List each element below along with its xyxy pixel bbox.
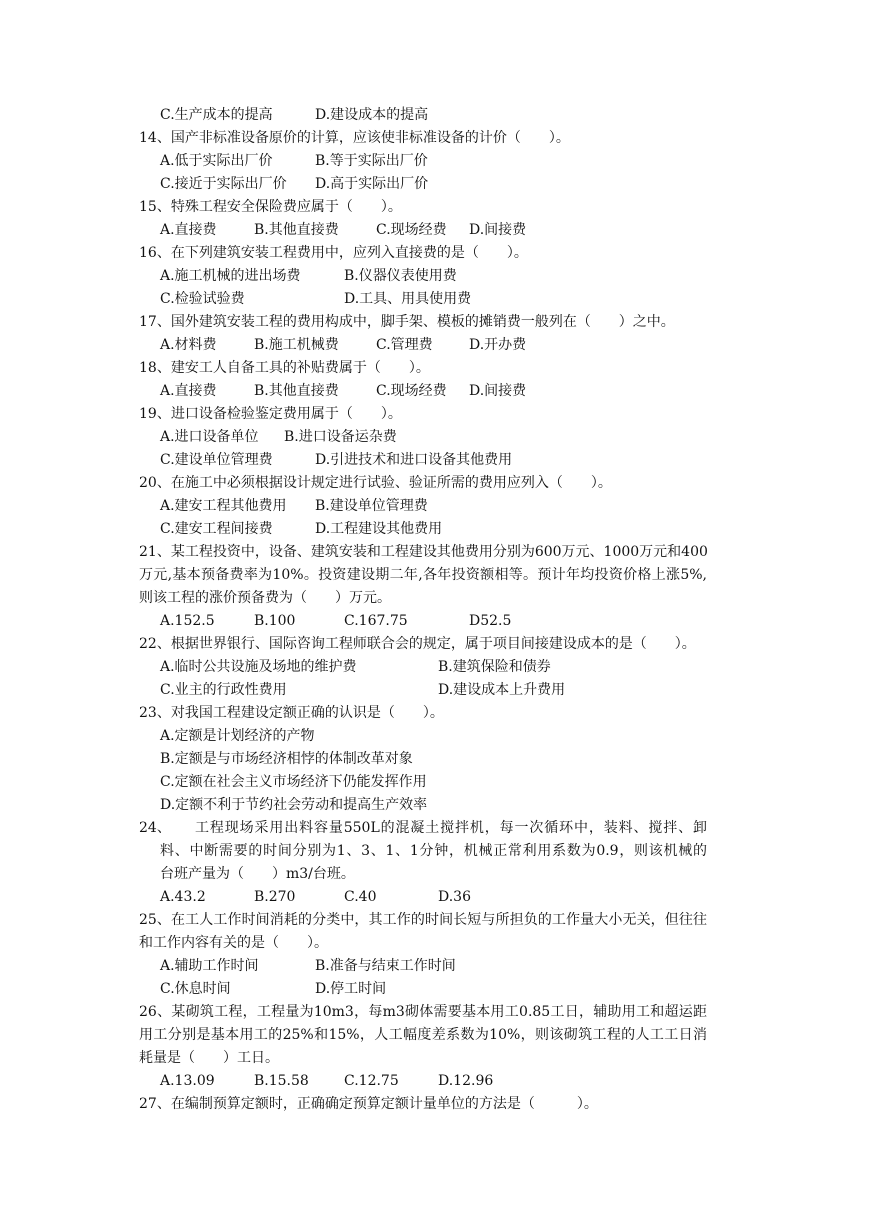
- answer-option: D.36: [438, 889, 471, 905]
- answer-option: B.建设单位管理费: [315, 498, 428, 514]
- answer-option: C.业主的行政性费用: [160, 682, 287, 698]
- answer-option: D.间接费: [469, 222, 527, 238]
- question-text: 14、国产非标准设备原价的计算，应该使非标准设备的计价（ ）。: [139, 130, 570, 146]
- answer-option: A.43.2: [160, 889, 206, 905]
- answer-option: B.建筑保险和债券: [438, 659, 551, 675]
- answer-option: C.定额在社会主义市场经济下仍能发挥作用: [160, 774, 427, 790]
- answer-option: A.建安工程其他费用: [160, 498, 287, 514]
- answer-option: B.15.58: [254, 1073, 309, 1089]
- answer-option: B.270: [254, 889, 296, 905]
- question-text: 22、根据世界银行、国际咨询工程师联合会的规定，属于项目间接建设成本的是（ ）。: [139, 636, 696, 652]
- answer-option: D.间接费: [469, 383, 527, 399]
- question-continuation: 料、中断需要的时间分别为1、3、1、1分钟，机械正常利用系数为0.9，则该机械的: [160, 843, 707, 859]
- question-text: 16、在下列建筑安装工程费用中，应列入直接费的是（ ）。: [139, 245, 528, 261]
- answer-option: A.临时公共设施及场地的维护费: [160, 659, 357, 675]
- answer-option: D.工程建设其他费用: [315, 521, 443, 537]
- answer-option: C.接近于实际出厂价: [160, 176, 287, 192]
- question-text: 27、在编制预算定额时，正确确定预算定额计量单位的方法是（ ）。: [139, 1096, 598, 1112]
- answer-option: A.施工机械的进出场费: [160, 268, 301, 284]
- answer-option: B.其他直接费: [254, 222, 339, 238]
- answer-option: B.施工机械费: [254, 337, 339, 353]
- answer-option: D.工具、用具使用费: [344, 291, 472, 307]
- answer-option: A.152.5: [160, 613, 215, 629]
- answer-option: B.准备与结束工作时间: [315, 958, 456, 974]
- answer-option: C.现场经费: [376, 383, 447, 399]
- answer-option: A.定额是计划经济的产物: [160, 728, 315, 744]
- question-continuation: 台班产量为（ ）m3/台班。: [160, 866, 355, 882]
- question-text: 25、在工人工作时间消耗的分类中，其工作的时间长短与所担负的工作量大小无关，但往往: [139, 912, 707, 928]
- answer-option: D.12.96: [438, 1073, 494, 1089]
- answer-option: A.辅助工作时间: [160, 958, 259, 974]
- answer-option: D52.5: [469, 613, 512, 629]
- answer-option: A.低于实际出厂价: [160, 153, 273, 169]
- answer-option: D.引进技术和进口设备其他费用: [315, 452, 513, 468]
- answer-option: C.40: [344, 889, 377, 905]
- answer-option: B.等于实际出厂价: [315, 153, 428, 169]
- answer-option: C.生产成本的提高: [160, 107, 273, 123]
- question-text: 15、特殊工程安全保险费应属于（ ）。: [139, 199, 402, 215]
- question-number: 24、: [139, 820, 171, 836]
- question-text: 用工分别是基本用工的25%和15%，人工幅度差系数为10%，则该砌筑工程的人工工日消: [139, 1027, 707, 1043]
- question-text: 23、对我国工程建设定额正确的认识是（ ）。: [139, 705, 444, 721]
- question-text: 万元,基本预备费率为10%。投资建设期二年,各年投资额相等。预计年均投资价格上涨5%,: [139, 567, 707, 583]
- answer-option: D.高于实际出厂价: [315, 176, 429, 192]
- answer-option: D.定额不利于节约社会劳动和提高生产效率: [160, 797, 428, 813]
- answer-option: B.其他直接费: [254, 383, 339, 399]
- answer-option: B.进口设备运杂费: [284, 429, 397, 445]
- answer-option: B.100: [254, 613, 296, 629]
- answer-option: D.停工时间: [315, 981, 387, 997]
- question-continuation: 则该工程的涨价预备费为（ ）万元。: [139, 590, 391, 606]
- answer-option: D.建设成本上升费用: [438, 682, 566, 698]
- answer-option: C.检验试验费: [160, 291, 245, 307]
- answer-option: C.建设单位管理费: [160, 452, 273, 468]
- answer-option: A.进口设备单位: [160, 429, 259, 445]
- question-text: 20、在施工中必须根据设计规定进行试验、验证所需的费用应列入（ ）。: [139, 475, 612, 491]
- answer-option: C.管理费: [376, 337, 433, 353]
- answer-option: C.建安工程间接费: [160, 521, 273, 537]
- answer-option: C.167.75: [344, 613, 408, 629]
- question-text: 18、建安工人自备工具的补贴费属于（ ）。: [139, 360, 430, 376]
- answer-option: B.仪器仪表使用费: [344, 268, 457, 284]
- question-text: 21、某工程投资中，设备、建筑安装和工程建设其他费用分别为600万元、1000万元和400: [139, 544, 708, 560]
- question-continuation: 和工作内容有关的是（ ）。: [139, 935, 328, 951]
- answer-option: D.建设成本的提高: [315, 107, 429, 123]
- answer-option: D.开办费: [469, 337, 527, 353]
- question-text: 工程现场采用出料容量550L的混凝土搅拌机，每一次循环中，装料、搅拌、卸: [195, 820, 707, 836]
- question-text: 19、进口设备检验鉴定费用属于（ ）。: [139, 406, 402, 422]
- question-continuation: 耗量是（ ）工日。: [139, 1050, 279, 1066]
- answer-option: C.现场经费: [376, 222, 447, 238]
- answer-option: A.13.09: [160, 1073, 215, 1089]
- answer-option: C.12.75: [344, 1073, 399, 1089]
- answer-option: C.休息时间: [160, 981, 231, 997]
- answer-option: B.定额是与市场经济相悖的体制改革对象: [160, 751, 413, 767]
- answer-option: A.直接费: [160, 222, 217, 238]
- answer-option: A.直接费: [160, 383, 217, 399]
- question-text: 26、某砌筑工程，工程量为10m3，每m3砌体需要基本用工0.85工日，辅助用工和超运距: [139, 1004, 707, 1020]
- answer-option: A.材料费: [160, 337, 217, 353]
- question-text: 17、国外建筑安装工程的费用构成中，脚手架、模板的摊销费一般列在（ ）之中。: [139, 314, 675, 330]
